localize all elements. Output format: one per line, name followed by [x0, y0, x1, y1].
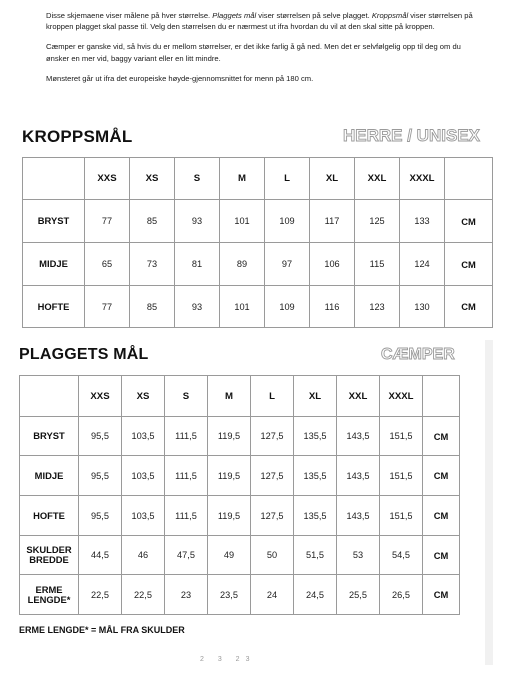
table-cell: 51,5: [294, 536, 337, 575]
table-cell: 95,5: [79, 496, 122, 536]
size-header: XXL: [337, 376, 380, 417]
row-label: BRYST: [20, 417, 79, 456]
unit-cell: CM: [423, 417, 460, 456]
body-measurements-tag: HERRE / UNISEX: [343, 126, 480, 145]
unit-cell: CM: [445, 243, 493, 286]
table-cell: 135,5: [294, 456, 337, 496]
table-cell: 26,5: [380, 575, 423, 615]
row-label: HOFTE: [23, 286, 85, 328]
body-measurements-title: KROPPSMÅL: [22, 127, 133, 146]
size-header: M: [220, 158, 265, 200]
intro-text-span: viser størrelsen på selve plagget.: [256, 11, 372, 20]
intro-emphasis-garment: Plaggets mål: [212, 11, 257, 20]
table-row: [20, 575, 460, 615]
garment-header-row: [20, 376, 460, 417]
unit-cell: CM: [423, 456, 460, 496]
table-cell: 93: [175, 200, 220, 243]
unit-cell: CM: [445, 200, 493, 243]
table-cell: 93: [175, 286, 220, 328]
table-cell: 143,5: [337, 417, 380, 456]
table-cell: 109: [265, 286, 310, 328]
table-cell: 44,5: [79, 536, 122, 575]
table-cell: 103,5: [122, 496, 165, 536]
table-cell: 103,5: [122, 417, 165, 456]
size-header: XL: [310, 158, 355, 200]
table-cell: 151,5: [380, 496, 423, 536]
table-cell: 25,5: [337, 575, 380, 615]
corner-cell: [20, 376, 79, 417]
table-cell: 109: [265, 200, 310, 243]
table-cell: 47,5: [165, 536, 208, 575]
size-header: XXL: [355, 158, 400, 200]
size-header: L: [265, 158, 310, 200]
table-cell: 53: [337, 536, 380, 575]
intro-text: [46, 10, 486, 93]
table-cell: 135,5: [294, 417, 337, 456]
corner-cell: [23, 158, 85, 200]
table-cell: 77: [85, 286, 130, 328]
garment-measurements-title: PLAGGETS MÅL: [19, 346, 149, 363]
garment-measurements-tag: CÆMPER: [381, 346, 455, 363]
page-number: 2 3 23: [200, 656, 256, 663]
table-cell: 119,5: [208, 417, 251, 456]
unit-header: [445, 158, 493, 200]
table-cell: 127,5: [251, 456, 294, 496]
table-cell: 143,5: [337, 456, 380, 496]
size-header: XS: [122, 376, 165, 417]
table-row: [20, 496, 460, 536]
table-row: [23, 243, 493, 286]
size-header: S: [175, 158, 220, 200]
intro-emphasis-body: Kroppsmål: [371, 11, 409, 20]
body-header-row: [23, 158, 493, 200]
intro-paragraph-1: [46, 10, 486, 32]
size-header: M: [208, 376, 251, 417]
size-header: L: [251, 376, 294, 417]
intro-text-span: Disse skjemaene viser målene på hver størrelse.: [46, 11, 213, 20]
unit-cell: CM: [445, 286, 493, 328]
size-header: XXXL: [400, 158, 445, 200]
row-label: ERME LENGDE*: [20, 575, 79, 615]
garment-measurements-table: [19, 375, 460, 615]
table-cell: 111,5: [165, 417, 208, 456]
table-cell: 46: [122, 536, 165, 575]
table-cell: 151,5: [380, 456, 423, 496]
table-cell: 127,5: [251, 496, 294, 536]
table-row: [23, 200, 493, 243]
table-cell: 81: [175, 243, 220, 286]
table-row: [23, 286, 493, 328]
table-cell: 85: [130, 200, 175, 243]
table-cell: 95,5: [79, 417, 122, 456]
table-cell: 24,5: [294, 575, 337, 615]
table-cell: 22,5: [122, 575, 165, 615]
size-header: S: [165, 376, 208, 417]
table-cell: 116: [310, 286, 355, 328]
table-cell: 50: [251, 536, 294, 575]
table-cell: 65: [85, 243, 130, 286]
size-header: XS: [130, 158, 175, 200]
row-label: HOFTE: [20, 496, 79, 536]
row-label: SKULDER BREDDE: [20, 536, 79, 575]
size-header: XL: [294, 376, 337, 417]
table-cell: 130: [400, 286, 445, 328]
table-cell: 111,5: [165, 496, 208, 536]
size-header: XXS: [79, 376, 122, 417]
table-cell: 85: [130, 286, 175, 328]
table-cell: 133: [400, 200, 445, 243]
table-cell: 73: [130, 243, 175, 286]
unit-cell: CM: [423, 536, 460, 575]
table-cell: 23: [165, 575, 208, 615]
table-cell: 117: [310, 200, 355, 243]
table-cell: 97: [265, 243, 310, 286]
table-cell: 101: [220, 286, 265, 328]
table-cell: 119,5: [208, 456, 251, 496]
table-row: [20, 456, 460, 496]
row-label: BRYST: [23, 200, 85, 243]
table-cell: 54,5: [380, 536, 423, 575]
table-cell: 49: [208, 536, 251, 575]
row-label: MIDJE: [23, 243, 85, 286]
intro-paragraph-3: Mønsteret går ut ifra det europeiske høyde-gjennomsnittet for menn på 180 cm.: [46, 73, 314, 83]
table-cell: 24: [251, 575, 294, 615]
unit-cell: CM: [423, 575, 460, 615]
table-cell: 111,5: [165, 456, 208, 496]
table-row: [20, 536, 460, 575]
table-cell: 127,5: [251, 417, 294, 456]
table-cell: 123: [355, 286, 400, 328]
size-header: XXXL: [380, 376, 423, 417]
unit-cell: CM: [423, 496, 460, 536]
body-measurements-table: [22, 157, 493, 328]
intro-text-span: viser størrelsen på kroppen plagget skal passe til. Velg den størrelsen du er nærmest ut ifra hvordan du vil at den skal sitte på kroppen.: [46, 11, 473, 32]
table-cell: 115: [355, 243, 400, 286]
row-label: MIDJE: [20, 456, 79, 496]
table-cell: 119,5: [208, 496, 251, 536]
table-cell: 89: [220, 243, 265, 286]
table-cell: 23,5: [208, 575, 251, 615]
table-cell: 103,5: [122, 456, 165, 496]
table-cell: 135,5: [294, 496, 337, 536]
table-cell: 151,5: [380, 417, 423, 456]
table-row: [20, 417, 460, 456]
intro-paragraph-2: Cæmper er ganske vid, så hvis du er mellom størrelser, er det ikke farlig å gå ned. Men det er selvfølgelig opp til deg om du ønsker en mer vid, baggy variant eller en litt mindre.: [46, 42, 461, 63]
table-cell: 124: [400, 243, 445, 286]
table-cell: 77: [85, 200, 130, 243]
size-header: XXS: [85, 158, 130, 200]
sleeve-length-footnote: ERME LENGDE* = MÅL FRA SKULDER: [19, 625, 185, 635]
unit-header: [423, 376, 460, 417]
table-cell: 125: [355, 200, 400, 243]
table-cell: 22,5: [79, 575, 122, 615]
table-cell: 106: [310, 243, 355, 286]
table-cell: 95,5: [79, 456, 122, 496]
table-cell: 101: [220, 200, 265, 243]
table-cell: 143,5: [337, 496, 380, 536]
page-edge-shadow: [485, 340, 493, 665]
